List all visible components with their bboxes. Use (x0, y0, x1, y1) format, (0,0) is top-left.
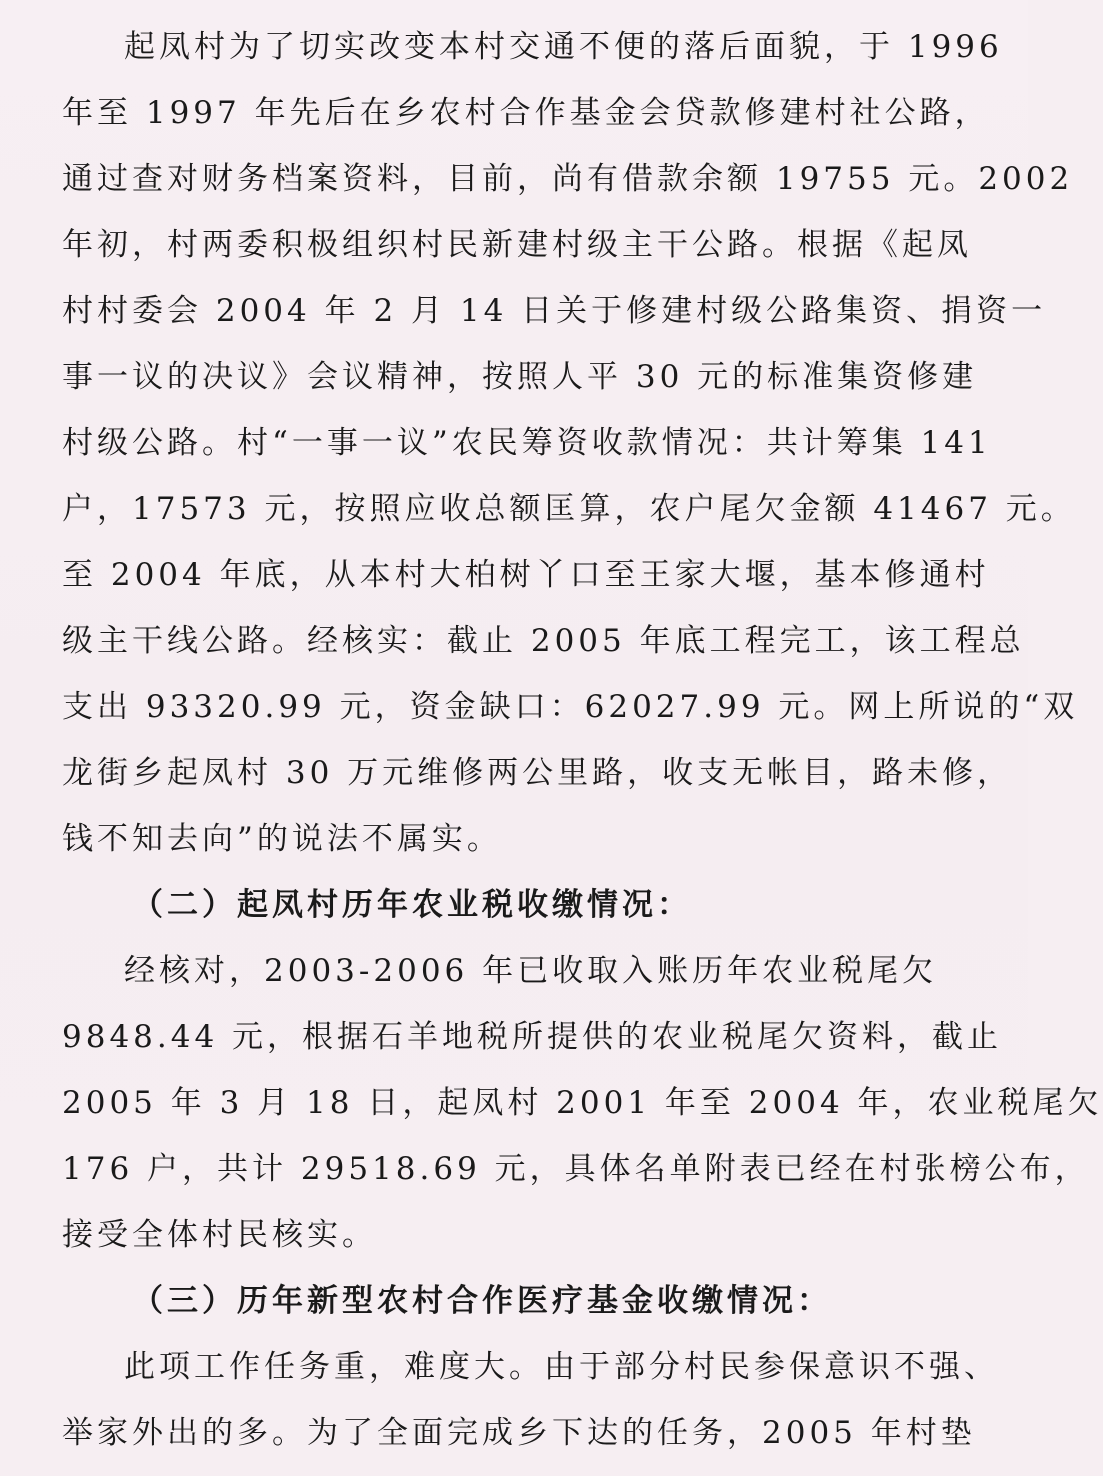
text-line: 钱不知去向”的说法不属实。 (62, 821, 502, 857)
text-line: 龙街乡起凤村 30 万元维修两公里路，收支无帐目，路未修， (62, 755, 1013, 791)
text-line: 176 户，共计 29518.69 元，具体名单附表已经在村张榜公布， (62, 1151, 1090, 1187)
paragraph-road-construction (62, 14, 1079, 872)
text-line: 2005 年 3 月 18 日，起凤村 2001 年至 2004 年，农业税尾欠 (62, 1085, 1103, 1121)
text-line: 支出 93320.99 元，资金缺口：62027.99 元。网上所说的“双 (62, 689, 1079, 725)
paragraph-agricultural-tax (62, 938, 1103, 1268)
text-line: 起凤村为了切实改变本村交通不便的落后面貌，于 1996 (124, 29, 1003, 65)
text-line: 9848.44 元，根据石羊地税所提供的农业税尾欠资料，截止 (62, 1019, 1003, 1055)
text-line: 级主干线公路。经核实：截止 2005 年底工程完工，该工程总 (62, 623, 1025, 659)
section-heading-agricultural-tax: （二）起凤村历年农业税收缴情况： (132, 887, 692, 923)
text-line: 经核对，2003-2006 年已收取入账历年农业税尾欠 (124, 953, 938, 989)
text-line: 此项工作任务重，难度大。由于部分村民参保意识不强、 (124, 1349, 999, 1385)
text-line: 通过查对财务档案资料，目前，尚有借款余额 19755 元。2002 (62, 161, 1074, 197)
text-line: 户，17573 元，按照应收总额匡算，农户尾欠金额 41467 元。 (62, 491, 1076, 527)
text-line: 年初，村两委积极组织村民新建村级主干公路。根据《起凤 (62, 227, 972, 263)
text-line: 接受全体村民核实。 (62, 1217, 377, 1253)
text-line: 事一议的决议》会议精神，按照人平 30 元的标准集资修建 (62, 359, 978, 395)
text-line: 村级公路。村“一事一议”农民筹资收款情况：共计筹集 141 (62, 425, 992, 461)
document-body (62, 14, 1103, 1466)
text-line: 至 2004 年底，从本村大柏树丫口至王家大堰，基本修通村 (62, 557, 990, 593)
text-line: 年至 1997 年先后在乡农村合作基金会贷款修建村社公路， (62, 95, 990, 131)
paragraph-medical-fund (62, 1334, 999, 1466)
section-heading-medical-fund: （三）历年新型农村合作医疗基金收缴情况： (132, 1283, 832, 1319)
text-line: 举家外出的多。为了全面完成乡下达的任务，2005 年村垫 (62, 1415, 976, 1451)
text-line: 村村委会 2004 年 2 月 14 日关于修建村级公路集资、捐资一 (62, 293, 1047, 329)
